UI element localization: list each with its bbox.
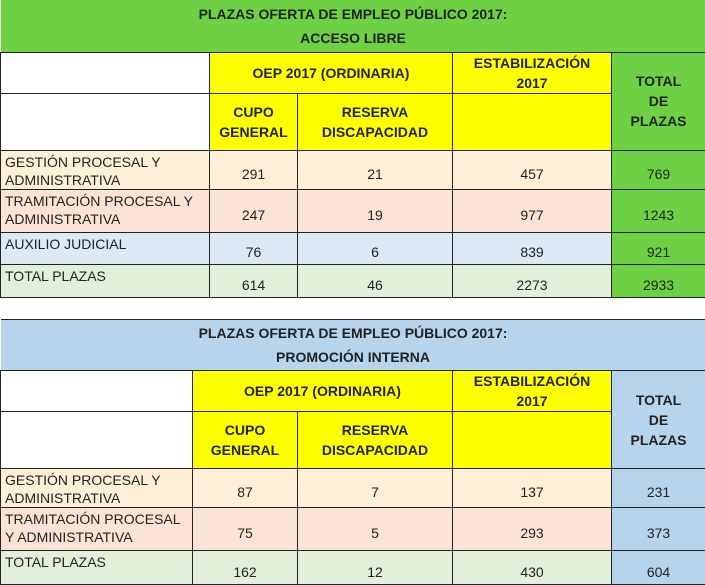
empty-cell (1, 412, 193, 469)
row-label: AUXILIO JUDICIAL (1, 232, 210, 264)
cell-estab: 839 (453, 232, 612, 264)
table-title (1, 320, 705, 371)
cell-cupo: 75 (193, 508, 298, 551)
row-label: GESTIÓN PROCESAL Y ADMINISTRATIVA (1, 469, 193, 508)
empty-cell (1, 371, 193, 412)
cell-cupo: 614 (210, 264, 298, 297)
cell-estab: 137 (453, 469, 612, 508)
cell-total: 921 (612, 232, 705, 264)
header-cupo: CUPO GENERAL (193, 412, 298, 469)
title-line: PLAZAS OFERTA DE EMPLEO PÚBLICO 2017: (5, 321, 702, 345)
table-row-total (1, 551, 705, 585)
cell-reserva: 5 (298, 508, 453, 551)
cell-reserva: 19 (298, 189, 453, 232)
title-subtitle: PROMOCIÓN INTERNA (5, 345, 702, 369)
table-row (1, 508, 705, 551)
cell-estab: 430 (453, 551, 612, 585)
cell-total: 373 (612, 508, 705, 551)
title-line: PLAZAS OFERTA DE EMPLEO PÚBLICO 2017: (5, 2, 702, 26)
cell-estab: 457 (453, 150, 612, 189)
empty-cell (1, 52, 210, 93)
empty-cell (1, 93, 210, 150)
cell-estab: 2273 (453, 264, 612, 297)
empty-cell (453, 412, 612, 469)
cell-total: 1243 (612, 189, 705, 232)
header-estabilizacion: ESTABILIZACIÓN 2017 (453, 371, 612, 412)
cell-total: 604 (612, 551, 705, 585)
cell-estab: 293 (453, 508, 612, 551)
cell-total: 769 (612, 150, 705, 189)
promocion-interna-table (0, 319, 705, 585)
header-oep: OEP 2017 (ORDINARIA) (210, 52, 453, 93)
table-row-total (1, 264, 705, 297)
cell-cupo: 162 (193, 551, 298, 585)
table-row (1, 189, 705, 232)
cell-estab: 977 (453, 189, 612, 232)
header-reserva: RESERVA DISCAPACIDAD (298, 412, 453, 469)
row-label: TRAMITACIÓN PROCESAL Y ADMINISTRATIVA (1, 508, 193, 551)
header-oep: OEP 2017 (ORDINARIA) (193, 371, 453, 412)
cell-reserva: 21 (298, 150, 453, 189)
cell-cupo: 247 (210, 189, 298, 232)
header-total-text: TOTAL DE PLAZAS (629, 71, 689, 131)
table-row (1, 232, 705, 264)
header-cupo: CUPO GENERAL (210, 93, 298, 150)
cell-cupo: 87 (193, 469, 298, 508)
cell-total: 2933 (612, 264, 705, 297)
table-title (1, 0, 705, 52)
cell-reserva: 6 (298, 232, 453, 264)
cell-cupo: 76 (210, 232, 298, 264)
cell-reserva: 46 (298, 264, 453, 297)
header-total (612, 52, 705, 150)
empty-cell (453, 93, 612, 150)
row-label: TOTAL PLAZAS (1, 264, 210, 297)
table-row (1, 150, 705, 189)
header-total (612, 371, 705, 469)
title-subtitle: ACCESO LIBRE (5, 26, 702, 50)
row-label: TRAMITACIÓN PROCESAL Y ADMINISTRATIVA (1, 189, 210, 232)
table-row (1, 469, 705, 508)
row-label: TOTAL PLAZAS (1, 551, 193, 585)
row-label: GESTIÓN PROCESAL Y ADMINISTRATIVA (1, 150, 210, 189)
header-reserva: RESERVA DISCAPACIDAD (298, 93, 453, 150)
cell-cupo: 291 (210, 150, 298, 189)
cell-reserva: 12 (298, 551, 453, 585)
cell-reserva: 7 (298, 469, 453, 508)
header-estabilizacion: ESTABILIZACIÓN 2017 (453, 52, 612, 93)
cell-total: 231 (612, 469, 705, 508)
header-total-text: TOTAL DE PLAZAS (629, 390, 689, 450)
